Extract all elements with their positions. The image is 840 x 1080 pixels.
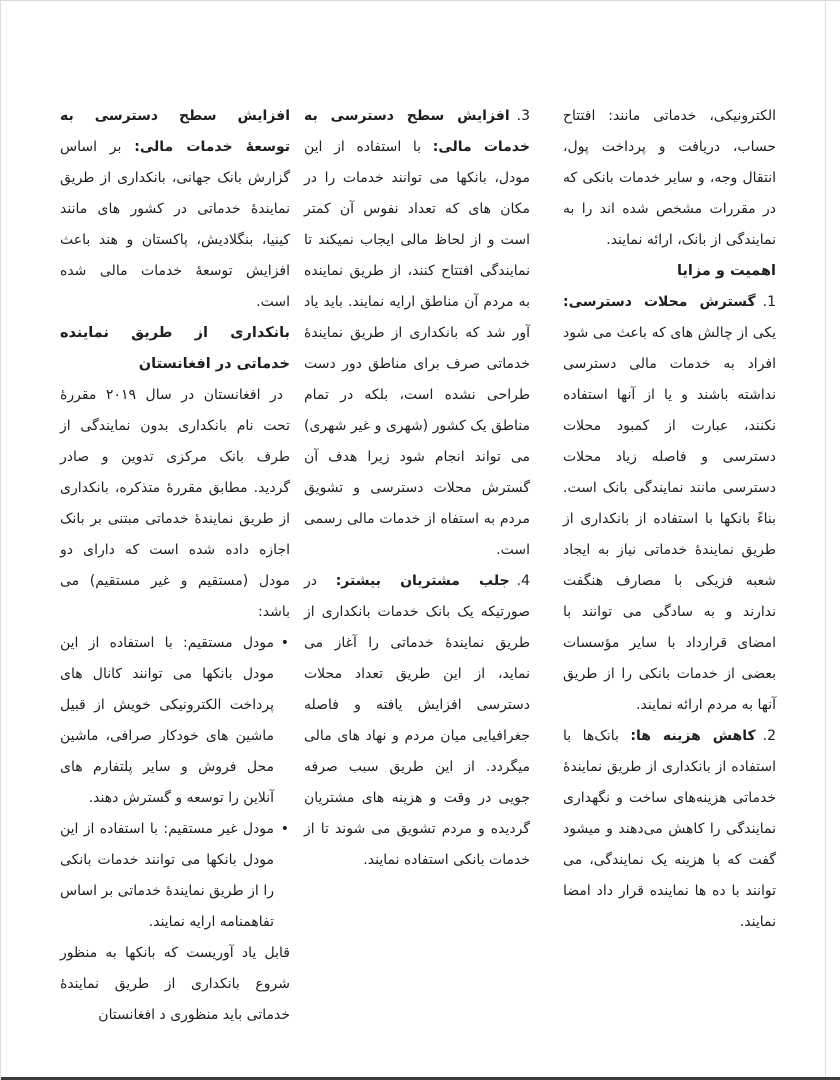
access-expansion-lead: افزایش سطح دسترسی به توسعۀ خدمات مالی: (60, 108, 290, 155)
list-item-2-number: 2. (762, 728, 776, 744)
bullet-direct-model (60, 628, 290, 814)
benefits-heading: اهمیت و مزایا (677, 263, 776, 279)
list-item-1 (563, 287, 776, 721)
bullet-indirect-model-text: با استفاده از این مودل بانکها می توانند خدمات بانکی را از طریق نمایندۀ خدماتی بر اساس تفاهمنامه ارایه نمایند. (60, 821, 274, 930)
access-expansion-text: بر اساس گزارش بانک جهانی، بانکداری از طریق نمایندۀ خدماتی در کشور های مانند کینیا، بنگلادیش، پاکستان و هند باعث افزایش توسعۀ خدمات مالی شده است. (60, 139, 290, 310)
bullet-direct-model-lead: مودل مستقیم: (183, 635, 274, 651)
column-left (60, 101, 290, 1031)
regulation-paragraph: در افغانستان در سال ۲۰۱۹ مقررۀ تحت نام بانکداری بدون نمایندگی از طرف بانک مرکزی تدوین و صادر گردید. مطابق مقررۀ متذکره، بانکداری از طریق نمایندۀ خدماتی مبتنی بر بانک اجازه داده شده است که دارای دو مودل (مستقیم و غیر مستقیم) می باشد: (60, 387, 290, 620)
page-edge-line (825, 1, 826, 1080)
list-item-3-lead: افزایش سطح دسترسی به خدمات مالی: (304, 108, 530, 155)
access-expansion-paragraph (60, 101, 290, 318)
list-item-3 (304, 101, 530, 566)
list-item-2-lead: کاهش هزینه ها: (630, 728, 756, 744)
bullet-icon: • (280, 635, 289, 651)
list-item-1-text: یکی از چالش های که باعث می شود افراد به خدمات مالی دسترسی نداشته باشند و یا از آنها استفاده نکنند، عبارت از کمبود محلات دسترسی و فاصله زیاد محلات دسترسی مانند نمایندگی بانک است. بناءً بانکها با استفاده از بانکداری از طریق نمایندۀ خدماتی نیاز به ایجاد شعبه فزیکی با مصارف هنگفت ندارند و به سادگی می توانند با امضای قرارداد با سایر مؤسسات بعضی از خدمات بانکی را از طریق آنها به مردم ارائه نمایند. (563, 325, 776, 713)
bullet-icon: • (280, 821, 289, 837)
column-middle (304, 101, 530, 876)
list-item-4-number: 4. (516, 573, 530, 589)
list-item-1-lead: گسترش محلات دسترسی: (563, 294, 756, 310)
list-item-4 (304, 566, 530, 876)
bullet-indirect-model (60, 814, 290, 938)
list-item-3-text: با استفاده از این مودل، بانکها می توانند خدمات را در مکان های که تعداد نفوس آن کمتر است و از لحاظ مالی ایجاب نمیکند تا نمایندگی افتتاح کنند، از طریق نماینده به مردم آن مناطق ارایه نمایند. باید یاد آور شد که بانکداری از طریق نمایندۀ خدماتی صرف برای مناطق دور دست طراحی نشده است، بلکه در تمام مناطق یک کشور (شهری و غیر شهری) می تواند انجام شود زیرا هدف آن گسترش محلات دسترسی و تشویق مردم به استفاه از خدمات مالی رسمی است. (304, 139, 530, 558)
bullet-indirect-model-lead: مودل غیر مستقیم: (163, 821, 275, 837)
list-item-2 (563, 721, 776, 938)
closing-paragraph: قابل یاد آوریست که بانکها به منظور شروع بانکداری از طریق نمایندۀ خدماتی باید منظوری د افغانستان (60, 945, 290, 1023)
continuation-paragraph (563, 101, 776, 256)
list-item-4-lead: جلب مشتریان بیشتر: (335, 573, 510, 589)
afghanistan-section-heading: بانکداری از طریق نماینده خدماتی در افغانستان (60, 325, 290, 372)
bullet-direct-model-text: با استفاده از این مودل بانکها می توانند کانال های پرداخت الکترونیکی خویش از قبیل ماشین های خودکار صرافی، ماشین محل فروش و سایر پلتفارم های آنلاین را توسعه و گسترش دهند. (60, 635, 274, 806)
list-item-3-number: 3. (516, 108, 530, 124)
column-right (563, 101, 776, 938)
list-item-2-text: بانک‌ها با استفاده از بانکداری از طریق نمایندۀ خدماتی هزینه‌های ساخت و نگهداری نمایندگی را کاهش می‌دهند و میشود گفت که با هزینه یک نمایندگی، می توانند با ده ها نماینده قرار داد امضا نمایند. (563, 728, 776, 930)
list-item-4-text: در صورتیکه یک بانک خدمات بانکداری از طریق نمایندۀ خدماتی را آغاز می نماید، از این طریق تعداد محلات دسترسی افزایش یافته و فاصله جغرافیایی میان مردم و نهاد های مالی میگردد. از این طریق سبب صرفه جویی در وقت و هزینه های مشتریان گردیده و مردم تشویق می شوند تا از خدمات بانکی استفاده نمایند. (304, 573, 530, 868)
continuation-paragraph-text: الکترونیکی، خدماتی مانند: افتتاح حساب، دریافت و پرداخت پول، انتقال وجه، و سایر خدمات بانکی که در مقررات مشخص شده اند را به نمایندگی از بانک، ارائه نمایند. (563, 108, 776, 248)
list-item-1-number: 1. (762, 294, 776, 310)
